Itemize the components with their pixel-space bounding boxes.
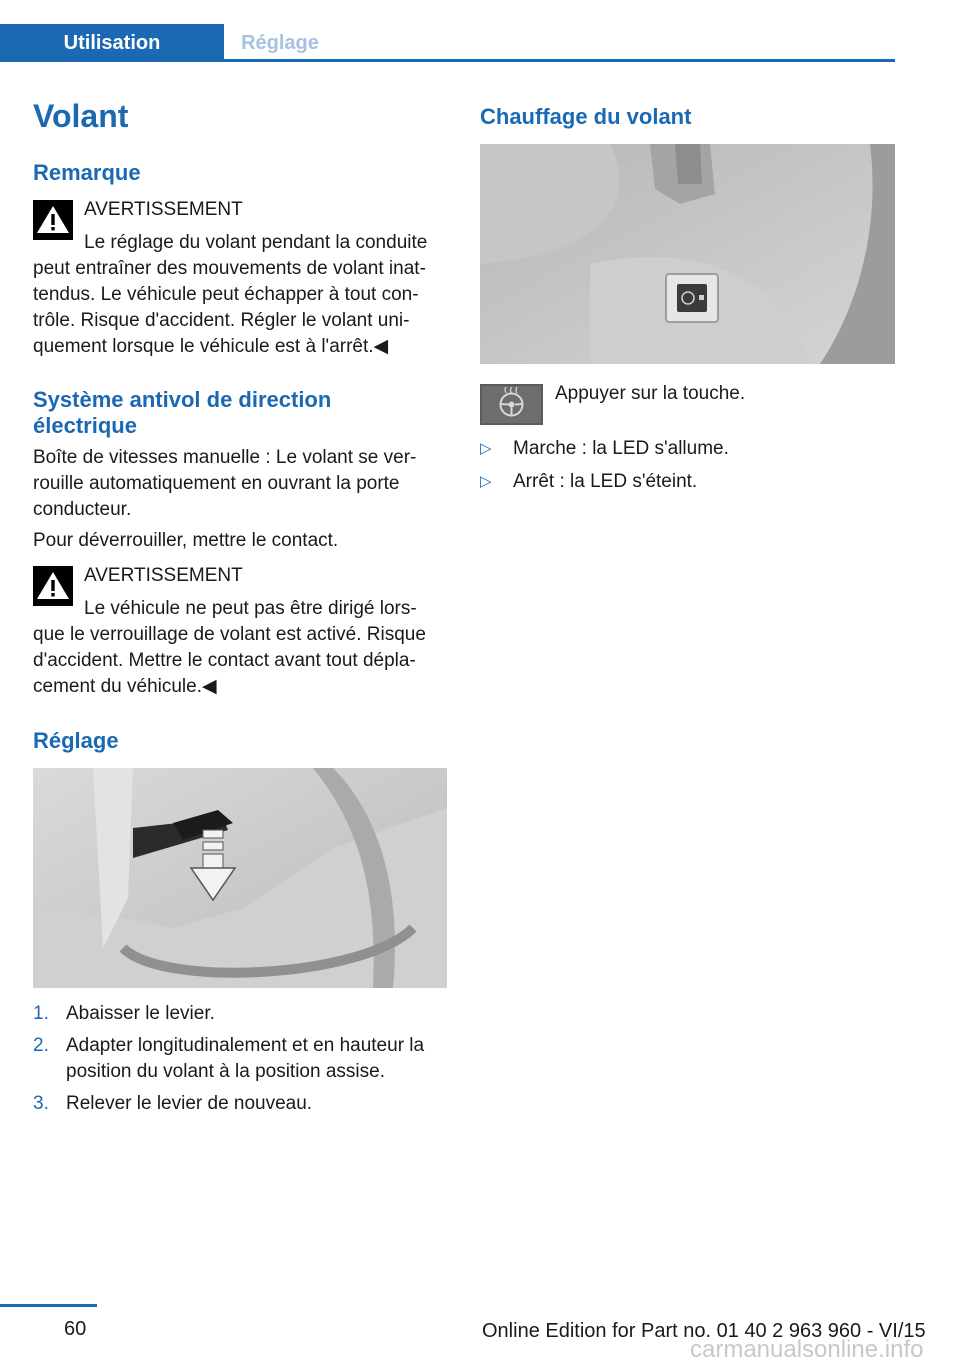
warning-triangle-icon <box>33 566 73 606</box>
warning1-line: quement lorsque le véhicule est à l'arrêt.◀ <box>33 336 389 357</box>
tab-reglage[interactable]: Réglage <box>241 32 319 54</box>
reglage-heading: Réglage <box>33 728 119 753</box>
watermark: carmanualsonline.info <box>690 1336 924 1363</box>
footer-rule <box>0 1304 97 1307</box>
warning-triangle-icon <box>33 200 73 240</box>
step-text: Abaisser le levier. <box>66 1003 215 1024</box>
header-bar <box>0 0 895 62</box>
step-text: Adapter longitudinalement et en hauteur la <box>66 1035 425 1056</box>
step-number: 3. <box>33 1093 49 1114</box>
header-rule <box>0 59 895 62</box>
warning2-line: d'accident. Mettre le contact avant tout dépla‐ <box>33 650 416 671</box>
warning2-line: Le véhicule ne peut pas être dirigé lors‐ <box>84 598 417 619</box>
warning1-line: tendus. Le véhicule peut échapper à tout con‐ <box>33 284 419 305</box>
bullet-text: Marche : la LED s'allume. <box>513 438 729 459</box>
antivol-heading: Système antivol de direction <box>33 387 332 412</box>
tab-utilisation[interactable]: Utilisation <box>0 24 224 62</box>
steering-lever-photo <box>33 768 447 988</box>
triangle-bullet-icon: ▷ <box>480 440 492 457</box>
step-text: Relever le levier de nouveau. <box>66 1093 313 1114</box>
bullet-text: Arrêt : la LED s'éteint. <box>513 471 698 492</box>
remarque-heading: Remarque <box>33 160 141 185</box>
warning2-heading: AVERTISSEMENT <box>84 565 243 586</box>
warning1-line: Le réglage du volant pendant la conduite <box>84 232 428 253</box>
warning2-line: cement du véhicule.◀ <box>33 676 217 697</box>
heated-wheel-button-photo <box>480 144 895 364</box>
triangle-bullet-icon: ▷ <box>480 473 492 490</box>
antivol-unlock-text: Pour déverrouiller, mettre le contact. <box>33 530 339 551</box>
antivol-text: rouille automatiquement en ouvrant la porte <box>33 473 400 494</box>
step-number: 1. <box>33 1003 49 1024</box>
warning2-line: que le verrouillage de volant est activé. Risque <box>33 624 426 645</box>
heated-steering-wheel-icon <box>480 384 543 425</box>
edition-text: Online Edition for Part no. 01 40 2 963 960 - VI/15 <box>482 1320 926 1342</box>
page-title: Volant <box>33 98 129 134</box>
antivol-heading-line2: électrique <box>33 413 137 438</box>
antivol-text: Boîte de vitesses manuelle : Le volant se ver‐ <box>33 447 417 468</box>
step-text: position du volant à la position assise. <box>66 1061 385 1082</box>
step-number: 2. <box>33 1035 49 1056</box>
chauffage-heading: Chauffage du volant <box>480 104 692 129</box>
page-number: 60 <box>64 1318 87 1340</box>
button-caption: Appuyer sur la touche. <box>555 383 746 404</box>
warning1-line: peut entraîner des mouvements de volant inat‐ <box>33 258 426 279</box>
antivol-text: conducteur. <box>33 499 132 520</box>
warning1-line: trôle. Risque d'accident. Régler le volant uni‐ <box>33 310 410 331</box>
warning1-heading: AVERTISSEMENT <box>84 199 243 220</box>
